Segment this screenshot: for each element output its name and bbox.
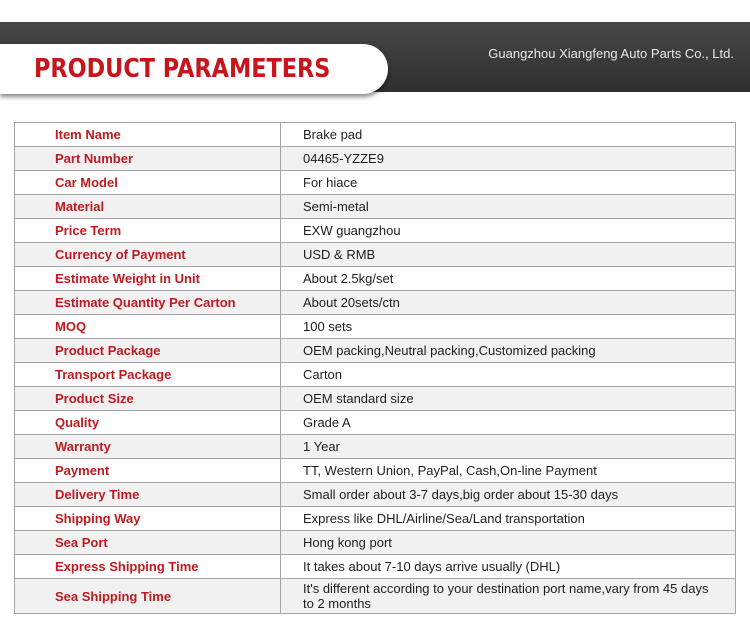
param-value: It's different according to your destination port name,vary from 45 days to 2 months [281,579,736,614]
param-value: Brake pad [281,123,736,147]
param-value: Carton [281,363,736,387]
table-row [15,579,736,614]
param-value: Grade A [281,411,736,435]
table-row [15,171,736,195]
table-row [15,123,736,147]
table-row [15,291,736,315]
param-label: Payment [15,459,281,483]
param-label: Quality [15,411,281,435]
param-value: TT, Western Union, PayPal, Cash,On-line Payment [281,459,736,483]
table-row [15,363,736,387]
company-name: Guangzhou Xiangfeng Auto Parts Co., Ltd. [488,46,734,61]
param-label: Estimate Quantity Per Carton [15,291,281,315]
param-value: About 2.5kg/set [281,267,736,291]
table-row [15,507,736,531]
param-value: OEM standard size [281,387,736,411]
param-value: For hiace [281,171,736,195]
table-row [15,411,736,435]
param-label: Part Number [15,147,281,171]
param-value: EXW guangzhou [281,219,736,243]
param-label: Warranty [15,435,281,459]
param-label: Transport Package [15,363,281,387]
param-label: Express Shipping Time [15,555,281,579]
table-row [15,387,736,411]
param-value: 100 sets [281,315,736,339]
table-row [15,195,736,219]
table-row [15,219,736,243]
table-row [15,243,736,267]
table-row [15,267,736,291]
page-title: PRODUCT PARAMETERS [34,54,331,84]
param-value: USD & RMB [281,243,736,267]
param-label: MOQ [15,315,281,339]
table-row [15,483,736,507]
param-label: Currency of Payment [15,243,281,267]
param-label: Estimate Weight in Unit [15,267,281,291]
param-label: Product Package [15,339,281,363]
table-row [15,531,736,555]
param-value: Express like DHL/Airline/Sea/Land transportation [281,507,736,531]
table-row [15,459,736,483]
param-value: About 20sets/ctn [281,291,736,315]
param-label: Delivery Time [15,483,281,507]
param-value: Semi-metal [281,195,736,219]
table-row [15,435,736,459]
param-value: OEM packing,Neutral packing,Customized packing [281,339,736,363]
parameter-table [14,122,736,614]
param-value: Small order about 3-7 days,big order about 15-30 days [281,483,736,507]
param-label: Sea Shipping Time [15,579,281,614]
table-row [15,555,736,579]
param-label: Car Model [15,171,281,195]
param-label: Shipping Way [15,507,281,531]
param-label: Product Size [15,387,281,411]
param-label: Price Term [15,219,281,243]
param-value: It takes about 7-10 days arrive usually (DHL) [281,555,736,579]
param-label: Sea Port [15,531,281,555]
param-label: Item Name [15,123,281,147]
param-value: Hong kong port [281,531,736,555]
param-value: 04465-YZZE9 [281,147,736,171]
table-row [15,147,736,171]
param-value: 1 Year [281,435,736,459]
param-label: Material [15,195,281,219]
table-row [15,315,736,339]
table-row [15,339,736,363]
